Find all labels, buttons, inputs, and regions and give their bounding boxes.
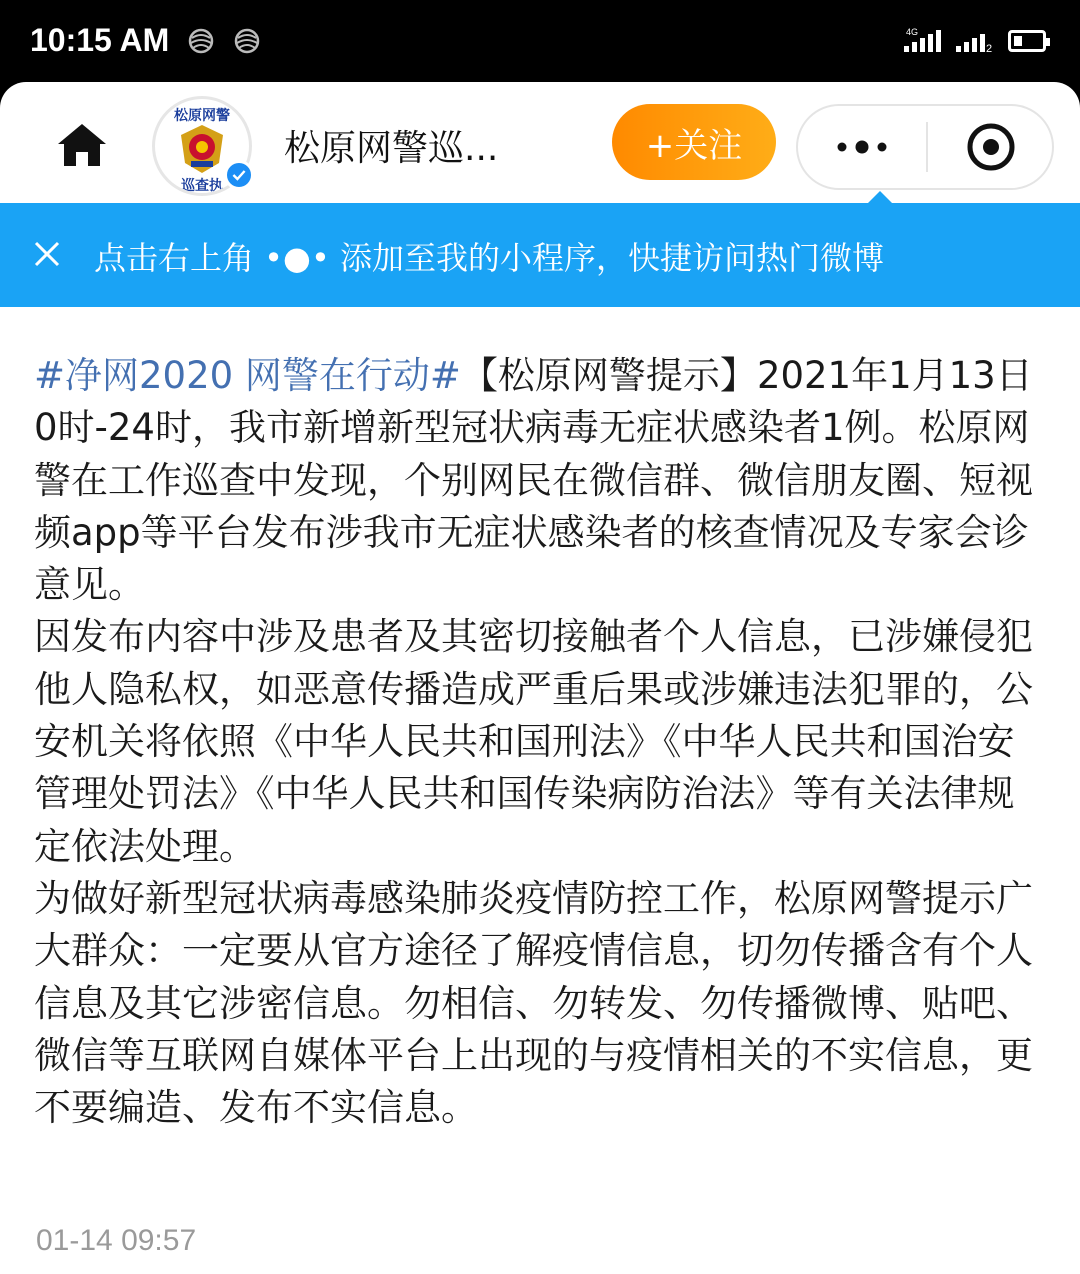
post-text-1: 2021年1月13日0时-24时，我市新增新型冠状病毒无症状感染者1例。松原网警在工作巡查中发现，个别网民在微信群、微信朋友圈、短视频app等平台发布涉我市无症状感染者的核查情况及专家会诊意见。 (34, 354, 1033, 607)
header-bar (0, 82, 1080, 204)
signal-4g-icon (902, 26, 944, 54)
avatar-text-top: 松原网警 (174, 108, 230, 124)
post-paragraph-2: 因发布内容中涉及患者及其密切接触者个人信息，已涉嫌侵犯他人隐私权，如恶意传播造成严重后果或涉嫌违法犯罪的，公安机关将依照《中华人民共和国刑法》《中华人民共和国治安管理处罚法》《中华人民共和国传染病防治法》等有关法律规定依法处理。 (34, 615, 1033, 868)
tip-pointer (866, 191, 894, 205)
post-paragraph-3: 为做好新型冠状病毒感染肺炎疫情防控工作，松原网警提示广大群众：一定要从官方途径了解疫情信息，切勿传播含有个人信息及其它涉密信息。勿相信、勿转发、勿传播微博、贴吧、微信等互联网自媒体平台上出现的与疫情相关的不实信息，更不要编造、发布不实信息。 (34, 876, 1033, 1130)
mobile-network-icon-2 (232, 28, 262, 54)
status-time: 10:15 AM (30, 22, 170, 58)
network-type-label: 4G (906, 27, 919, 37)
police-badge-icon (177, 123, 227, 175)
more-dots-button[interactable] (798, 106, 926, 188)
mobile-network-icon (186, 28, 216, 54)
sim-slot-label: 2 (986, 43, 993, 54)
weibo-post (34, 350, 1050, 1134)
hashtag-link[interactable]: #净网2020 网警在行动# (34, 354, 461, 397)
more-dots-icon (832, 139, 892, 155)
avatar-text-bottom: 巡查执 (181, 178, 223, 194)
miniprogram-capsule (796, 104, 1054, 190)
account-name[interactable]: 松原网警巡... (284, 128, 499, 169)
status-bar (0, 0, 1080, 82)
signal-sim2-icon (954, 26, 996, 54)
verified-icon (224, 160, 254, 190)
weibo-miniprogram-sheet (0, 82, 1080, 1274)
close-icon[interactable] (32, 239, 62, 269)
follow-button[interactable]: +关注 (612, 104, 776, 180)
close-miniprogram-button[interactable] (928, 106, 1054, 188)
post-title: 【松原网警提示】 (460, 354, 757, 397)
post-timestamp: 01-14 09:57 (36, 1224, 197, 1257)
add-to-miniprogram-tip (0, 203, 1080, 307)
post-paragraph-1 (34, 350, 1050, 611)
tip-message: 点击右上角 •●• 添加至我的小程序，快捷访问热门微博 (94, 239, 885, 277)
target-icon (966, 122, 1016, 172)
battery-icon (1008, 30, 1046, 52)
home-icon[interactable] (56, 122, 108, 168)
